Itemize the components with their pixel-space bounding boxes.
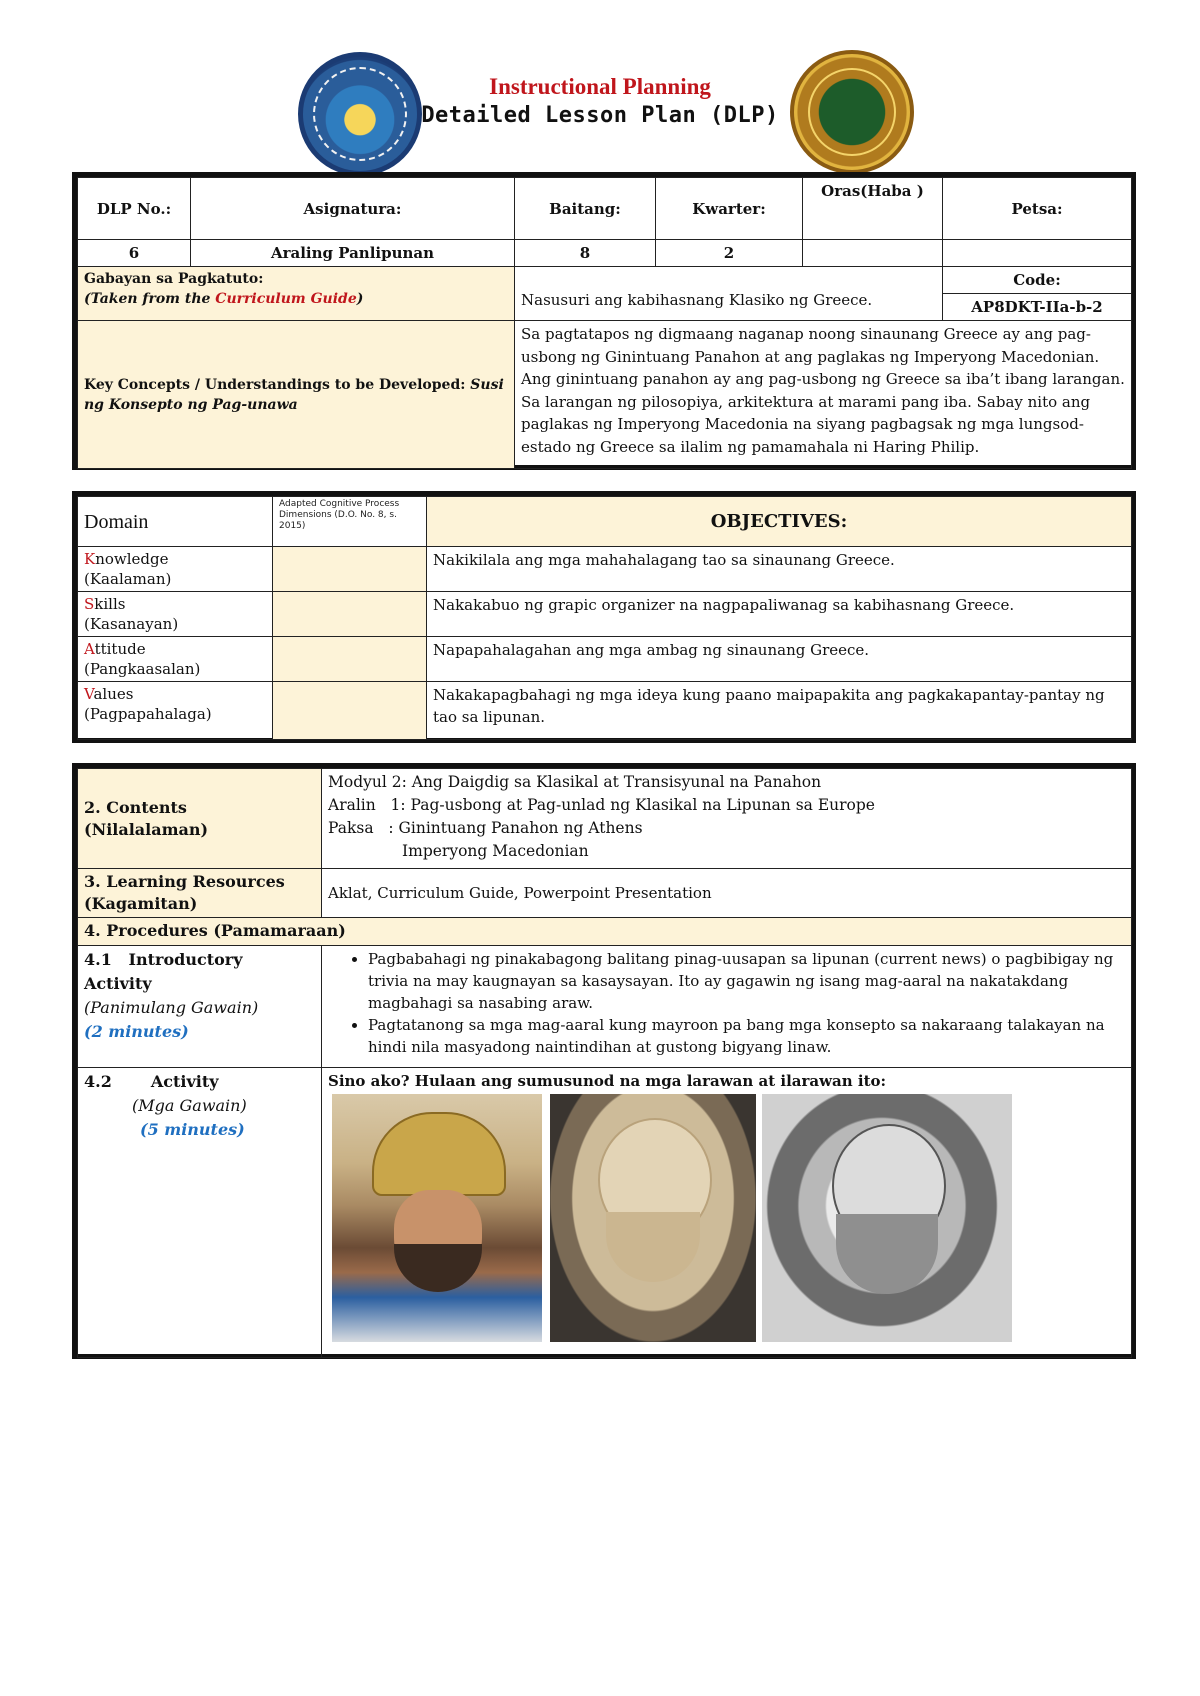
quarter-header: Kwarter: — [656, 178, 803, 240]
grade-value: 8 — [515, 240, 656, 267]
info-section — [72, 172, 1136, 470]
domain-knowledge: Knowledge (Kaalaman) — [78, 547, 273, 592]
contents-module: Modyul 2: Ang Daigdig sa Klasikal at Transisyunal na Panahon — [328, 773, 822, 791]
page-title: Instructional Planning — [489, 74, 711, 99]
key-concepts-label: Key Concepts / Understandings to be Developed: Susi ng Konsepto ng Pag-unawa — [78, 321, 515, 469]
domain-skills: Skills (Kasanayan) — [78, 592, 273, 637]
process-cell-knowledge — [273, 547, 427, 592]
page-subtitle: Detailed Lesson Plan (DLP) — [421, 103, 779, 128]
process-dimensions-header: Adapted Cognitive Process Dimensions (D.O. No. 8, s. 2015) — [273, 497, 427, 547]
learning-guide-label-cell — [78, 267, 515, 321]
contents-label: 2. Contents (Nilalalaman) — [78, 769, 322, 869]
activity-text: Sino ako? Hulaan ang sumusunod na mga larawan at ilarawan ito: — [322, 1068, 1132, 1358]
contents-topic-2: Imperyong Macedonian — [402, 842, 589, 860]
domain-values: Values (Pagpapahalaga) — [78, 682, 273, 740]
subject-value: Araling Panlipunan — [191, 240, 515, 267]
code-label: Code: — [943, 267, 1132, 294]
activity-label: 4.2 Activity (Mga Gawain) (5 minutes) — [78, 1068, 322, 1358]
objectives-header: OBJECTIVES: — [427, 497, 1132, 547]
objectives-section — [72, 491, 1136, 743]
procedures-label: 4. Procedures (Pamamaraan) — [78, 918, 1132, 946]
duration-value — [803, 240, 943, 267]
resources-text: Aklat, Curriculum Guide, Powerpoint Presentation — [322, 869, 1132, 918]
process-cell-attitude — [273, 637, 427, 682]
intro-bullet-2: • Pagtatanong sa mga mag-aaral kung mayroon pa bang mga konsepto sa nakaraang talakayan na hindi nila masyadong naintindihan at gustong bigyang linaw. — [368, 1014, 1125, 1058]
intro-activity-label: 4.1 Introductory Activity (Panimulang Gawain) (2 minutes) — [78, 946, 322, 1068]
contents-text — [322, 769, 1132, 869]
date-header: Petsa: — [943, 178, 1132, 240]
objective-skills: Nakakabuo ng grapic organizer na nagpapaliwanag sa kabihasnang Greece. — [427, 592, 1132, 637]
portrait-thucydides-bust-image — [550, 1094, 756, 1342]
duration-header: Oras(Haba ) — [803, 178, 943, 240]
contents-topic: Paksa : Ginintuang Panahon ng Athens — [328, 819, 643, 837]
dlp-no-header: DLP No.: — [78, 178, 191, 240]
subject-header: Asignatura: — [191, 178, 515, 240]
key-concepts-text: Sa pagtatapos ng digmaang naganap noong sinaunang Greece ay ang pag-usbong ng Ginintuang Panahon at ang paglakas ng Imperyong Macedonian. Ang ginintuang panahon ay ang pag-usbong ng Greece sa iba’t ibang larangan. Sa larangan ng pilosopiya, arkitektura at marami pang iba. Sabay nito ang paglakas ng Imperyong Macedonia na siyang pagbagsak ng mga lungsod-estado ng Greece sa ilalim ng pamamahala ni Haring Philip. — [515, 321, 1132, 469]
intro-activity-text — [322, 946, 1132, 1068]
domain-header: Domain — [78, 497, 273, 547]
portrait-pericles-image — [332, 1094, 542, 1342]
date-value — [943, 240, 1132, 267]
learning-guide-source: (Taken from the Curriculum Guide) — [84, 291, 364, 307]
objective-values: Nakakapagbahagi ng mga ideya kung paano maipapakita ang pagkakapantay-pantay ng tao sa lipunan. — [427, 682, 1132, 740]
objective-attitude: Napapahalagahan ang mga ambag ng sinaunang Greece. — [427, 637, 1132, 682]
quarter-value: 2 — [656, 240, 803, 267]
portrait-herodotus-engraving-image — [762, 1094, 1012, 1342]
process-cell-values — [273, 682, 427, 740]
domain-attitude: Attitude (Pangkaasalan) — [78, 637, 273, 682]
learning-guide-label: Gabayan sa Pagkatuto: — [84, 271, 264, 287]
learning-guide-text: Nasusuri ang kabihasnang Klasiko ng Greece. — [515, 267, 943, 321]
process-cell-skills — [273, 592, 427, 637]
dlp-no-value: 6 — [78, 240, 191, 267]
grade-header: Baitang: — [515, 178, 656, 240]
resources-label: 3. Learning Resources (Kagamitan) — [78, 869, 322, 918]
contents-lesson: Aralin 1: Pag-usbong at Pag-unlad ng Klasikal na Lipunan sa Europe — [328, 796, 875, 814]
objective-knowledge: Nakikilala ang mga mahahalagang tao sa sinaunang Greece. — [427, 547, 1132, 592]
code-value: AP8DKT-IIa-b-2 — [943, 294, 1132, 321]
intro-bullet-1: • Pagbabahagi ng pinakabagong balitang pinag-uusapan sa lipunan (current news) o pagbibigay ng trivia na may kaugnayan sa kasaysayan. Ito ay gagawin ng isang mag-aaral na nakatakdang magbahagi sa nasabing araw. — [368, 948, 1125, 1014]
